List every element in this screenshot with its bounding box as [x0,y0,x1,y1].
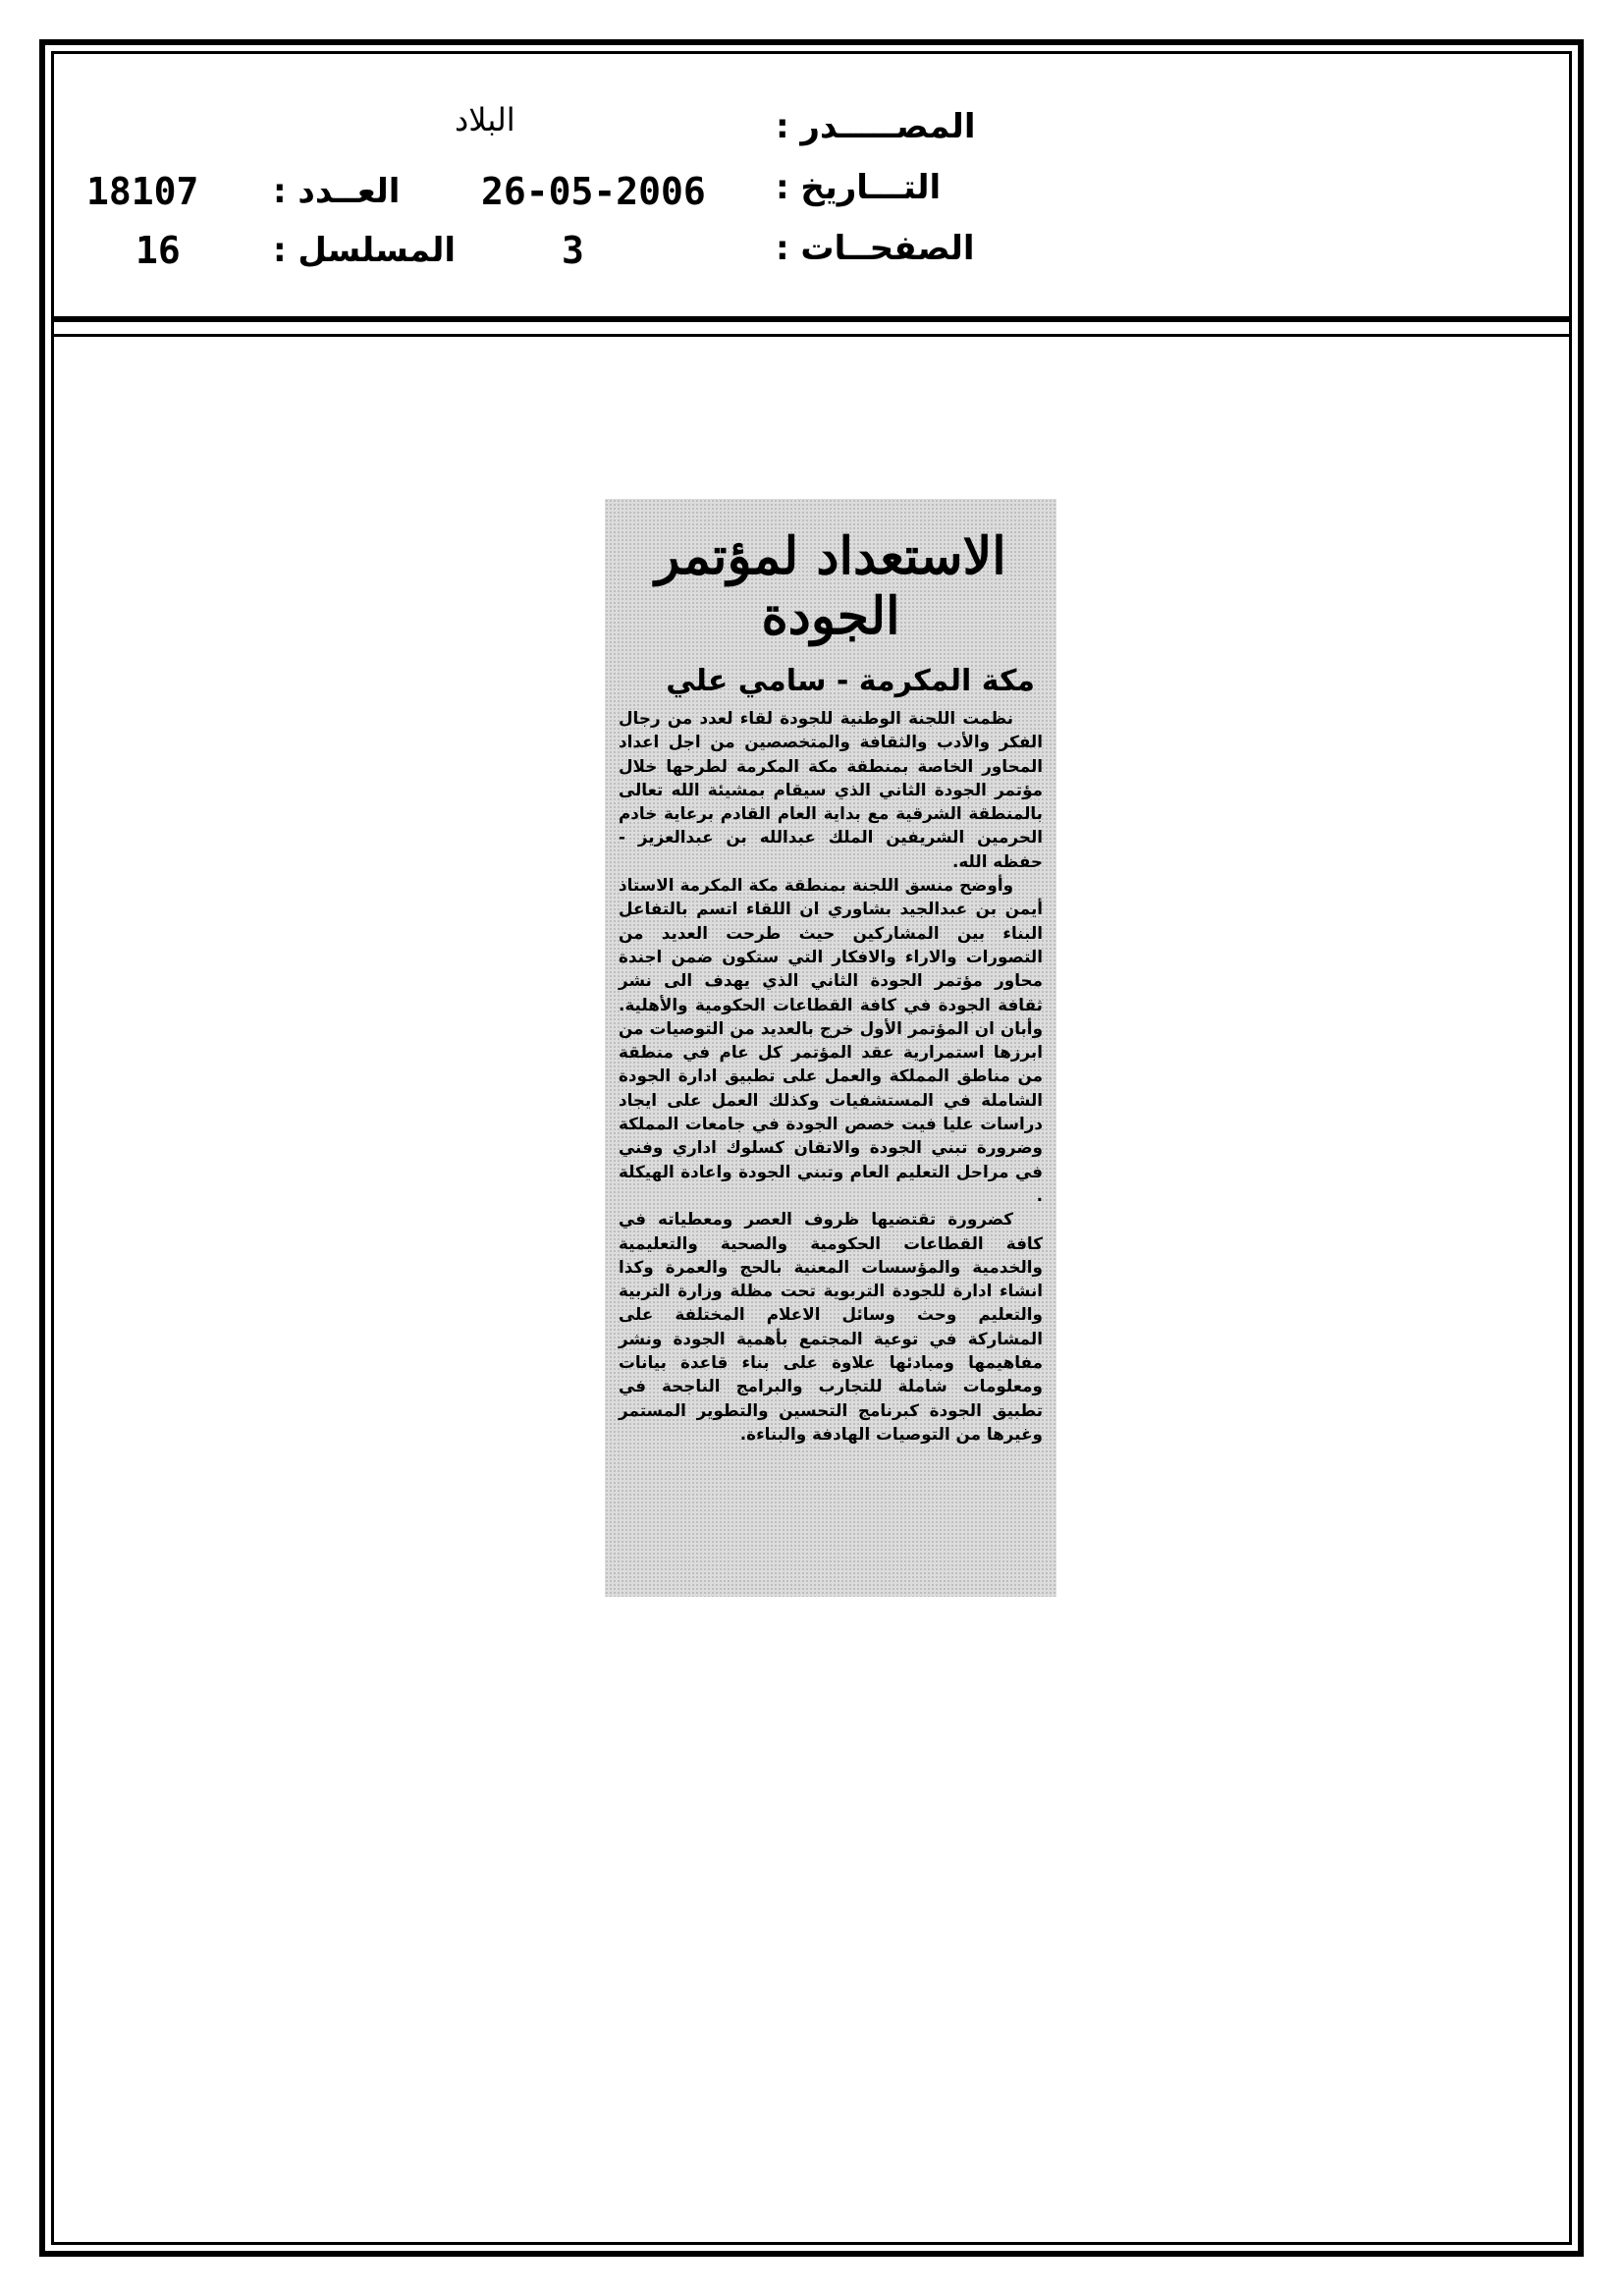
header-divider [51,316,1572,322]
newspaper-clipping [605,499,1056,1597]
header-divider-thin [51,334,1572,337]
issue-value: 18107 [86,170,199,213]
pages-value: 3 [562,229,584,272]
source-value: البلاد [455,101,515,138]
date-label: التـــاريخ : [776,168,942,207]
pages-label: الصفحــات : [776,229,975,268]
date-value: 26-05-2006 [481,170,706,213]
article-body [619,706,1043,1446]
article-paragraph: نظمت اللجنة الوطنية للجودة لقاء لعدد من رجال الفكر والأدب والثقافة والمتخصصين من اجل اعداد المحاور الخاصة بمنطقة مكة المكرمة لطرحها خلال مؤتمر الجودة الثاني الذي سيقام بمشيئة الله تعالى بالمنطقة الشرقية مع بداية العام القادم برعاية خادم الحرمين الشريفين الملك عبدالله بن عبدالعزيز - حفظه الله. [619,708,1043,871]
article-title: الاستعداد لمؤتمر الجودة [655,526,1006,646]
source-label: المصـــــدر : [776,107,976,146]
article-paragraph: كضرورة تقتضيها ظروف العصر ومعطياته في كافة القطاعات الحكومية والصحية والتعليمية والخدمية والمؤسسات المعنية بالحج والعمرة وكذا انشاء ادارة للجودة التربوية تحت مظلة وزارة التربية والتعليم وحث وسائل الاعلام المختلفة على المشاركة في توعية المجتمع بأهمية الجودة ونشر مفاهيمها ومبادئها علاوة على بناء قاعدة بيانات ومعلومات شاملة للتجارب والبرامج الناجحة في تطبيق الجودة كبرنامج التحسين والتطوير المستمر وغيرها من التوصيات الهادفة والبناءة. [619,1209,1043,1444]
serial-label: المسلسل : [273,231,457,270]
article-byline: مكة المكرمة - سامي علي [666,664,1035,698]
issue-label: العــدد : [273,172,401,211]
serial-value: 16 [135,229,181,272]
article-paragraph: وأوضح منسق اللجنة بمنطقة مكة المكرمة الاستاذ أيمن بن عبدالجيد بشاوري ان اللقاء اتسم بالتفاعل البناء بين المشاركين حيث طرحت العديد من التصورات والاراء والافكار التي ستكون ضمن اجندة محاور مؤتمر الجودة الثاني الذي يهدف الى نشر ثقافة الجودة في كافة القطاعات الحكومية والأهلية. وأبان ان المؤتمر الأول خرج بالعديد من التوصيات من ابرزها استمرارية عقد المؤتمر كل عام في منطقة من مناطق المملكة والعمل على تطبيق ادارة الجودة الشاملة في المستشفيات وكذلك العمل على ايجاد دراسات عليا فيت خصص الجودة في جامعات المملكة وضرورة تبني الجودة والاتقان كسلوك اداري وفني في مراحل التعليم العام وتبني الجودة واعادة الهيكلة . [619,875,1043,1205]
